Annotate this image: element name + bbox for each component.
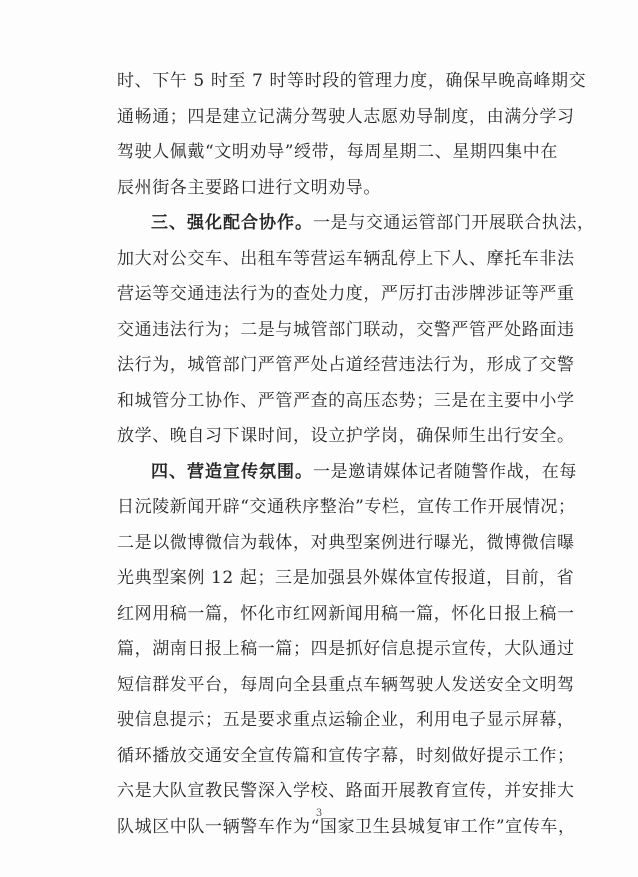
text-line: 交通违法行为；二是与城管部门联动，交警严管严处路面违 — [117, 319, 575, 340]
text-line: 辰州街各主要路口进行文明劝导。 — [117, 177, 381, 198]
text-line: 驶信息提示；五是要求重点运输企业，利用电子显示屏幕， — [117, 710, 575, 730]
text-line: 和城管分工协作、严管严查的高压态势；三是在主要中小学 — [117, 390, 575, 411]
section-four-heading: 四、营造宣传氛围。 — [151, 461, 313, 482]
text-line: 光典型案例 12 起；三是加强县外媒体宣传报道，目前，省 — [117, 568, 575, 588]
text-line: 红网用稿一篇，怀化市红网新闻用稿一篇，怀化日报上稿一 — [117, 603, 575, 624]
text-line: 加大对公交车、出租车等营运车辆乱停上下人、摩托车非法 — [117, 248, 575, 269]
text-line: 二是以微博微信为载体，对典型案例进行曝光，微博微信曝 — [117, 532, 575, 553]
text-line: 营运等交通违法行为的查处力度，严厉打击涉牌涉证等严重 — [117, 284, 575, 304]
text-line: 日沅陵新闻开辟“交通秩序整治”专栏，宣传工作开展情况； — [117, 497, 576, 517]
text-line: 法行为，城管部门严管严处占道经营违法行为，形成了交警 — [117, 355, 575, 375]
text-line: 通畅通；四是建立记满分驾驶人志愿劝导制度，由满分学习 — [117, 106, 575, 127]
text-line: 短信群发平台，每周向全县重点车辆驾驶人发送安全文明驾 — [117, 674, 575, 695]
text-line: 篇，湖南日报上稿一篇；四是抓好信息提示宣传，大队通过 — [117, 639, 575, 659]
text-line: 驾驶人佩戴“文明劝导”绶带，每周星期二、星期四集中在 — [117, 142, 558, 162]
section-three-heading: 三、强化配合协作。 — [151, 213, 313, 233]
body-text — [117, 64, 595, 845]
section-four-first-line — [117, 455, 577, 491]
text-line: 循环播放交通安全宣传篇和宣传字幕，时刻做好提示工作； — [117, 745, 575, 766]
text-fragment: 一是邀请媒体记者随警作战，在每 — [313, 461, 577, 482]
section-three-first-line — [117, 206, 595, 242]
text-line: 时、下午 5 时至 7 时等时段的管理力度，确保早晚高峰期交 — [117, 71, 587, 91]
page-number: 3 — [315, 808, 323, 819]
text-line: 放学、晚自习下课时间，设立护学岗，确保师生出行安全。 — [117, 426, 575, 446]
text-fragment: 一是与交通运管部门开展联合执法， — [313, 213, 595, 233]
text-line: 队城区中队一辆警车作为“国家卫生县城复审工作”宣传车， — [117, 816, 576, 837]
text-line: 六是大队宣教民警深入学校、路面开展教育宣传，并安排大 — [117, 781, 575, 801]
